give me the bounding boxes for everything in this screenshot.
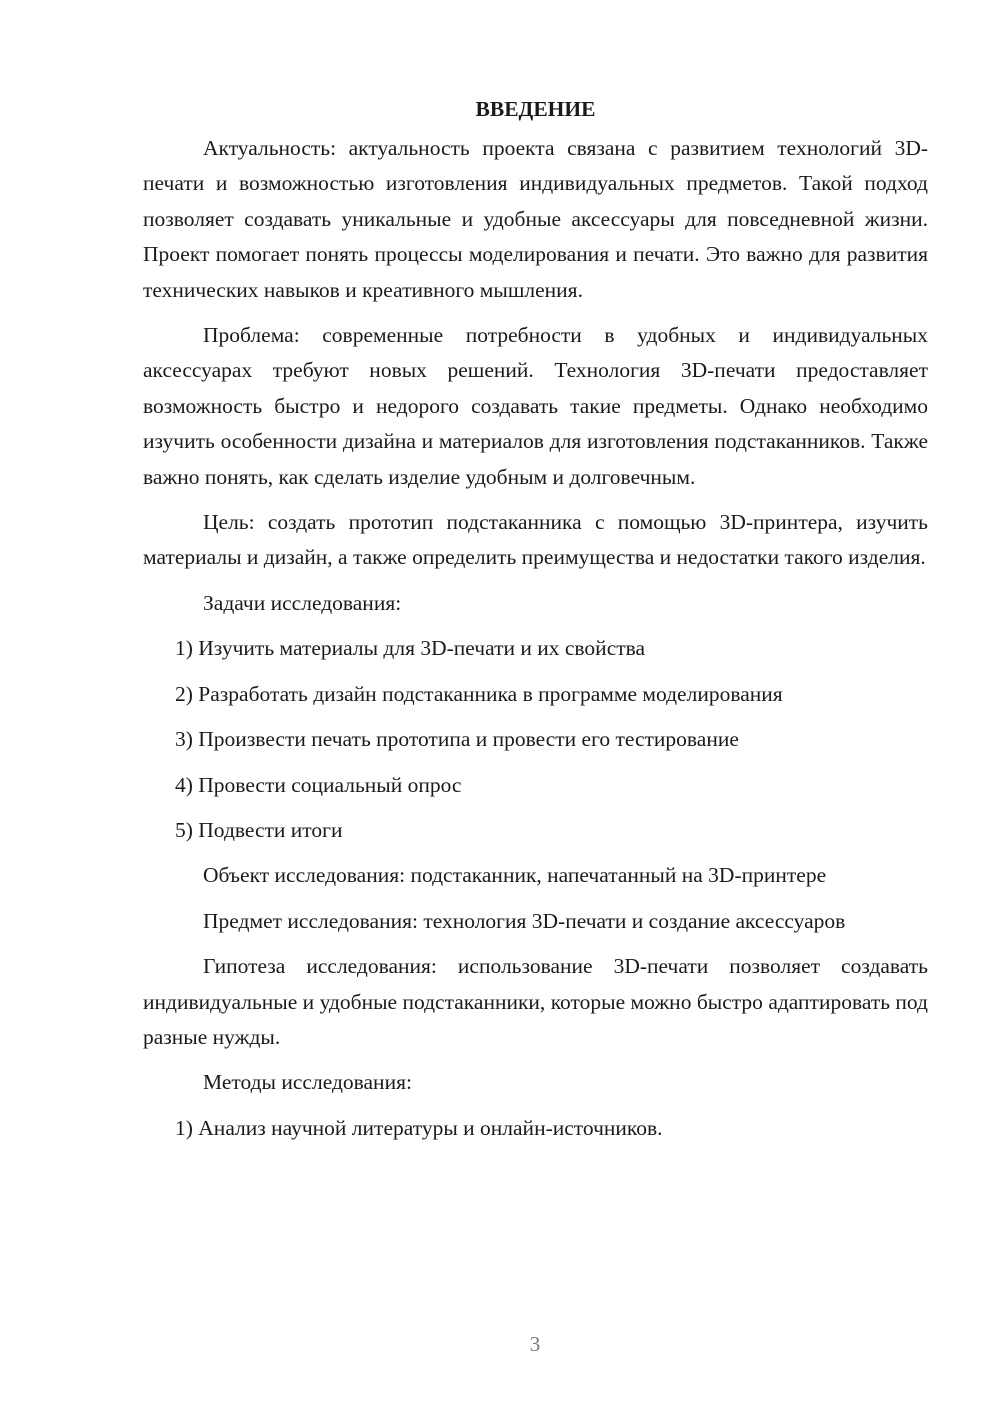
goal-paragraph: Цель: создать прототип подстаканника с помощью 3D-принтера, изучить материалы и дизайн, а также определить преимущества и недостатки такого изделия. [143,510,928,570]
task-item: 2) Разработать дизайн подстаканника в программе моделирования [175,681,783,706]
task-item: 5) Подвести итоги [175,817,343,842]
hypothesis-paragraph: Гипотеза исследования: использование 3D-печати позволяет создавать индивидуальные и удобные подстаканники, которые можно быстро адаптировать под разные нужды. [143,954,928,1049]
task-item: 4) Провести социальный опрос [175,772,462,797]
task-item: 3) Произвести печать прототипа и провести его тестирование [175,727,739,752]
relevance-paragraph: Актуальность: актуальность проекта связана с развитием технологий 3D-печати и возможностью изготовления индивидуальных предметов. Такой подход позволяет создавать уникальные и удобные аксессуары для повседневной жизни. Проект помогает понять процессы моделирования и печати. Это важно для развития технических навыков и креативного мышления. [143,136,928,302]
problem-paragraph: Проблема: современные потребности в удобных и индивидуальных аксессуарах требуют новых решений. Технология 3D-печати предоставляет возможность быстро и недорого создавать такие предметы. Однако необходимо изучить особенности дизайна и материалов для изготовления подстаканников. Также важно понять, как сделать изделие удобным и долговечным. [143,323,928,489]
tasks-list [143,631,928,848]
object-paragraph: Объект исследования: подстаканник, напечатанный на 3D-принтере [203,863,827,888]
methods-heading: Методы исследования: [203,1070,412,1095]
task-item: 1) Изучить материалы для 3D-печати и их свойства [175,636,646,661]
page-content [143,92,928,1156]
tasks-heading: Задачи исследования: [203,590,402,615]
methods-list [143,1111,928,1146]
method-item: 1) Анализ научной литературы и онлайн-источников. [175,1115,663,1140]
subject-paragraph: Предмет исследования: технология 3D-печати и создание аксессуаров [203,908,846,933]
section-title: ВВЕДЕНИЕ [475,97,596,121]
page-number: 3 [529,1332,541,1356]
